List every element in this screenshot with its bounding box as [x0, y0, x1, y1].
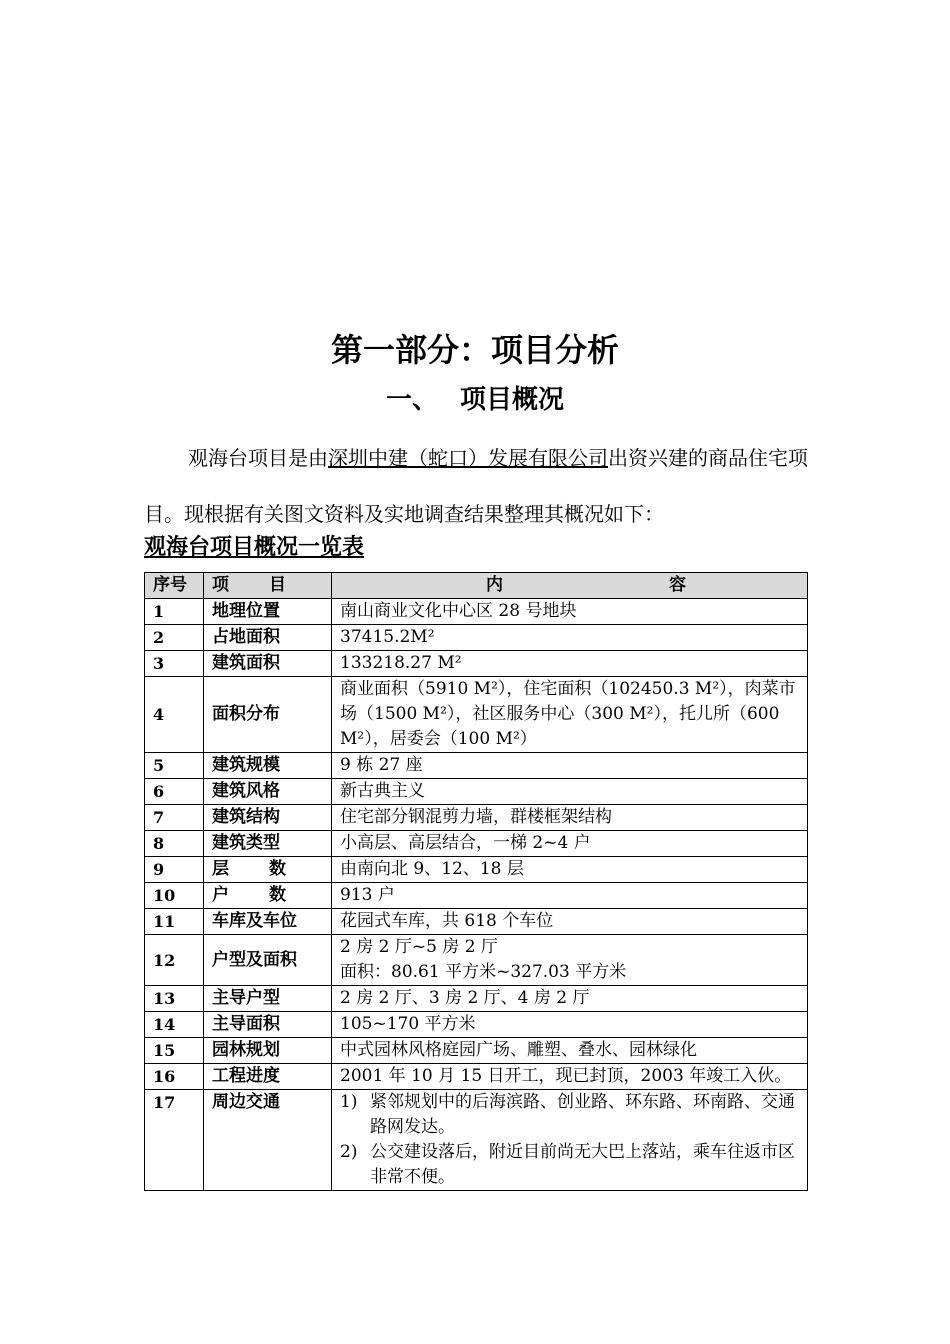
row-no: 2	[145, 625, 204, 651]
section-number: 一、	[385, 385, 438, 415]
row-item: 周边交通	[204, 1090, 332, 1191]
traffic-list	[340, 1090, 799, 1190]
header-content	[332, 573, 808, 599]
header-item	[204, 573, 332, 599]
row-content: 新古典主义	[332, 779, 808, 805]
row-content: 住宅部分钢混剪力墙，群楼框架结构	[332, 805, 808, 831]
intro-paragraph	[144, 430, 808, 542]
table-row	[145, 1090, 808, 1191]
table-row	[145, 857, 808, 883]
header-content-a: 内	[486, 575, 503, 595]
list-item	[340, 1090, 799, 1140]
row-content: 中式园林风格庭园广场、雕塑、叠水、园林绿化	[332, 1038, 808, 1064]
row-content: 小高层、高层结合，一梯 2~4 户	[332, 831, 808, 857]
list-number: 2)	[340, 1142, 358, 1162]
table-row	[145, 883, 808, 909]
row-item: 面积分布	[204, 677, 332, 753]
table-row	[145, 599, 808, 625]
table-row	[145, 1064, 808, 1090]
row-content: 9 栋 27 座	[332, 753, 808, 779]
row-content-line: 面积：80.61 平方米~327.03 平方米	[340, 962, 627, 982]
list-text: 公交建设落后，附近目前尚无大巴上落站，乘车往返市区非常不便。	[370, 1142, 795, 1187]
row-item-a: 户	[212, 885, 229, 905]
overview-table	[144, 572, 808, 1191]
table-row	[145, 753, 808, 779]
row-content: 2 房 2 厅、3 房 2 厅、4 房 2 厅	[332, 986, 808, 1012]
row-item	[204, 857, 332, 883]
table-row	[145, 651, 808, 677]
row-item: 建筑规模	[204, 753, 332, 779]
row-content: 37415.2M²	[332, 625, 808, 651]
row-no: 10	[145, 883, 204, 909]
table-row	[145, 831, 808, 857]
table-row	[145, 1012, 808, 1038]
table-row	[145, 935, 808, 986]
row-no: 12	[145, 935, 204, 986]
row-item: 主导户型	[204, 986, 332, 1012]
row-item: 占地面积	[204, 625, 332, 651]
intro-text-1: 观海台项目是由	[188, 446, 328, 470]
row-content: 105~170 平方米	[332, 1012, 808, 1038]
row-item-a: 层	[212, 859, 229, 879]
row-content: 133218.27 M²	[332, 651, 808, 677]
row-item: 建筑类型	[204, 831, 332, 857]
page-title: 第一部分：项目分析	[330, 331, 619, 369]
row-item: 工程进度	[204, 1064, 332, 1090]
table-row	[145, 677, 808, 753]
row-no: 11	[145, 909, 204, 935]
table-row	[145, 779, 808, 805]
row-item: 主导面积	[204, 1012, 332, 1038]
row-content: 花园式车库，共 618 个车位	[332, 909, 808, 935]
row-no: 13	[145, 986, 204, 1012]
row-no: 8	[145, 831, 204, 857]
row-content	[332, 935, 808, 986]
header-no: 序号	[145, 573, 204, 599]
table-row	[145, 986, 808, 1012]
row-no: 6	[145, 779, 204, 805]
list-item	[340, 1140, 799, 1190]
section-heading	[0, 380, 950, 420]
header-item-a: 项	[212, 575, 229, 595]
row-item: 户型及面积	[204, 935, 332, 986]
row-no: 9	[145, 857, 204, 883]
row-content: 2001 年 10 月 15 日开工，现已封顶，2003 年竣工入伙。	[332, 1064, 808, 1090]
row-no: 17	[145, 1090, 204, 1191]
section-title: 项目概况	[460, 385, 565, 415]
header-content-b: 容	[669, 575, 686, 595]
row-item-b: 数	[269, 859, 286, 879]
table-header-row	[145, 573, 808, 599]
header-item-b: 目	[269, 575, 286, 595]
row-content: 由南向北 9、12、18 层	[332, 857, 808, 883]
row-content: 南山商业文化中心区 28 号地块	[332, 599, 808, 625]
row-item: 建筑结构	[204, 805, 332, 831]
list-number: 1)	[340, 1092, 358, 1112]
row-no: 5	[145, 753, 204, 779]
table-title: 观海台项目概况一览表	[144, 535, 365, 560]
row-content: 913 户	[332, 883, 808, 909]
row-no: 7	[145, 805, 204, 831]
row-item: 车库及车位	[204, 909, 332, 935]
row-item	[204, 883, 332, 909]
table-row	[145, 909, 808, 935]
intro-text-2: 出资兴建的商品住宅项目。现根据有关图文资料及实地调查结果整理其概况如下：	[144, 446, 808, 526]
row-item-b: 数	[269, 885, 286, 905]
row-content	[332, 1090, 808, 1191]
row-no: 4	[145, 677, 204, 753]
row-content-line: 2 房 2 厅~5 房 2 厅	[340, 937, 498, 957]
company-name: 深圳中建（蛇口）发展有限公司	[328, 446, 608, 470]
row-no: 3	[145, 651, 204, 677]
list-text: 紧邻规划中的后海滨路、创业路、环东路、环南路、交通路网发达。	[370, 1092, 795, 1137]
table-row	[145, 625, 808, 651]
row-no: 15	[145, 1038, 204, 1064]
table-row	[145, 805, 808, 831]
row-no: 1	[145, 599, 204, 625]
row-item: 建筑风格	[204, 779, 332, 805]
row-item: 园林规划	[204, 1038, 332, 1064]
row-item: 建筑面积	[204, 651, 332, 677]
row-no: 14	[145, 1012, 204, 1038]
row-content: 商业面积（5910 M²），住宅面积（102450.3 M²），肉菜市场（1500 M²），社区服务中心（300 M²），托儿所（600 M²），居委会（100 M²）	[332, 677, 808, 753]
table-row	[145, 1038, 808, 1064]
row-no: 16	[145, 1064, 204, 1090]
row-item: 地理位置	[204, 599, 332, 625]
